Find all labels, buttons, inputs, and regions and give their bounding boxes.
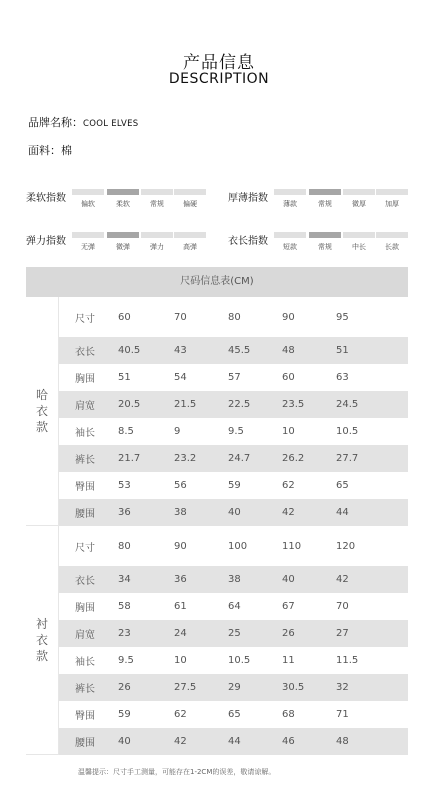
index-option: 柔软 <box>116 200 130 208</box>
table-cell: 27 <box>336 628 349 639</box>
table-cell: 58 <box>118 601 131 612</box>
table-cell: 67 <box>282 601 295 612</box>
fabric-label: 面料： <box>28 144 61 157</box>
table-cell: 70 <box>336 601 349 612</box>
row-label: 衣长 <box>75 347 95 358</box>
table-cell: 27.5 <box>174 682 197 693</box>
index-label: 厚薄指数 <box>228 193 268 204</box>
index-option: 高弹 <box>183 243 197 251</box>
table-cell: 10 <box>282 426 295 437</box>
table-cell: 25 <box>228 628 241 639</box>
table-row <box>59 593 408 620</box>
table-cell: 8.5 <box>118 426 134 437</box>
row-label: 胸围 <box>75 603 95 614</box>
size-group-name <box>26 526 59 755</box>
table-cell: 61 <box>174 601 187 612</box>
table-row <box>59 445 408 472</box>
index-segment <box>72 232 104 238</box>
table-cell: 21.5 <box>174 399 197 410</box>
table-row <box>59 499 408 526</box>
index-option: 长款 <box>385 243 399 251</box>
table-cell: 51 <box>336 345 349 356</box>
index-block <box>228 232 413 266</box>
index-segment-selected <box>107 232 139 238</box>
size-group-name-text <box>26 526 27 527</box>
table-cell: 23.5 <box>282 399 305 410</box>
table-cell: 80 <box>228 311 241 323</box>
table-cell: 45.5 <box>228 345 251 356</box>
table-cell: 29 <box>228 682 241 693</box>
row-label: 胸围 <box>75 374 95 385</box>
index-segment <box>274 189 306 195</box>
size-group <box>26 297 408 526</box>
table-cell: 9.5 <box>118 655 134 666</box>
table-cell: 34 <box>118 574 131 585</box>
table-cell: 60 <box>282 372 295 383</box>
table-cell: 57 <box>228 372 241 383</box>
row-label: 袖长 <box>75 428 95 439</box>
table-cell: 38 <box>174 507 187 518</box>
table-cell: 100 <box>228 540 248 552</box>
table-cell: 42 <box>174 736 187 747</box>
row-label: 肩宽 <box>75 401 95 412</box>
index-segment <box>343 232 375 238</box>
table-cell: 59 <box>118 709 131 720</box>
table-cell: 9.5 <box>228 426 244 437</box>
table-cell: 40.5 <box>118 345 141 356</box>
table-cell: 59 <box>228 480 241 491</box>
table-cell: 68 <box>282 709 295 720</box>
size-group-name-char: 衣 <box>35 632 48 647</box>
table-row <box>59 364 408 391</box>
title-en: DESCRIPTION <box>168 71 270 87</box>
table-cell: 21.7 <box>118 453 141 464</box>
size-group <box>26 526 408 755</box>
table-cell: 62 <box>174 709 187 720</box>
index-block <box>228 189 413 223</box>
table-cell: 24 <box>174 628 187 639</box>
index-segment-selected <box>107 189 139 195</box>
table-cell: 120 <box>336 540 356 552</box>
table-cell: 56 <box>174 480 187 491</box>
index-segment <box>376 189 408 195</box>
index-label: 柔软指数 <box>26 193 66 204</box>
table-row <box>59 297 408 337</box>
table-cell: 80 <box>118 540 131 552</box>
table-cell: 36 <box>118 507 131 518</box>
fabric-value: 棉 <box>61 144 72 157</box>
index-option: 短款 <box>283 243 297 251</box>
index-option: 微弹 <box>116 243 130 251</box>
table-cell: 110 <box>282 540 302 552</box>
table-row <box>59 674 408 701</box>
fabric-row <box>28 142 72 158</box>
row-label: 臀围 <box>75 711 95 722</box>
row-label: 尺寸 <box>75 542 95 554</box>
size-group-name-char: 款 <box>35 419 48 434</box>
row-label: 尺寸 <box>75 313 95 325</box>
index-segment <box>343 189 375 195</box>
size-group-name-char: 款 <box>35 648 48 663</box>
table-cell: 40 <box>282 574 295 585</box>
table-cell: 51 <box>118 372 131 383</box>
table-cell: 23 <box>118 628 131 639</box>
table-cell: 30.5 <box>282 682 305 693</box>
table-cell: 62 <box>282 480 295 491</box>
table-cell: 65 <box>336 480 349 491</box>
table-cell: 22.5 <box>228 399 251 410</box>
table-cell: 27.7 <box>336 453 359 464</box>
title-cn: 产品信息 <box>183 53 255 73</box>
row-label: 腰围 <box>75 738 95 749</box>
footnote: 温馨提示：尺寸手工测量，可能存在1-2CM的误差，敬请谅解。 <box>78 768 276 776</box>
table-cell: 90 <box>282 311 295 323</box>
index-block <box>26 232 211 266</box>
table-row <box>59 418 408 445</box>
table-cell: 90 <box>174 540 187 552</box>
table-row <box>59 526 408 566</box>
table-cell: 60 <box>118 311 131 323</box>
index-option: 常规 <box>150 200 164 208</box>
table-cell: 42 <box>282 507 295 518</box>
table-cell: 20.5 <box>118 399 141 410</box>
table-cell: 40 <box>228 507 241 518</box>
table-cell: 36 <box>174 574 187 585</box>
table-row <box>59 337 408 364</box>
row-label: 臀围 <box>75 482 95 493</box>
table-cell: 10.5 <box>228 655 251 666</box>
table-cell: 24.7 <box>228 453 251 464</box>
index-option: 偏软 <box>81 200 95 208</box>
index-label: 衣长指数 <box>228 236 268 247</box>
table-row <box>59 566 408 593</box>
table-cell: 48 <box>282 345 295 356</box>
table-cell: 95 <box>336 311 349 323</box>
index-label: 弹力指数 <box>26 236 66 247</box>
row-label: 裤长 <box>75 455 95 466</box>
table-cell: 26.2 <box>282 453 305 464</box>
table-cell: 65 <box>228 709 241 720</box>
table-cell: 24.5 <box>336 399 359 410</box>
table-cell: 71 <box>336 709 349 720</box>
index-option: 中长 <box>352 243 366 251</box>
size-group-name-text <box>26 297 27 298</box>
brand-row <box>28 114 139 130</box>
row-label: 裤长 <box>75 684 95 695</box>
table-row <box>59 647 408 674</box>
table-row <box>59 701 408 728</box>
size-group-name-char: 衣 <box>35 403 48 418</box>
brand-value: COOL ELVES <box>83 119 139 129</box>
row-label: 腰围 <box>75 509 95 520</box>
index-option: 加厚 <box>385 200 399 208</box>
size-group-name-char: 哈 <box>35 387 48 402</box>
table-cell: 10.5 <box>336 426 359 437</box>
table-cell: 40 <box>118 736 131 747</box>
row-label: 袖长 <box>75 657 95 668</box>
table-cell: 64 <box>228 601 241 612</box>
index-segment <box>376 232 408 238</box>
table-row <box>59 620 408 647</box>
table-cell: 26 <box>282 628 295 639</box>
table-cell: 9 <box>174 426 181 437</box>
index-segment <box>274 232 306 238</box>
index-segment <box>141 189 173 195</box>
table-cell: 46 <box>282 736 295 747</box>
index-segment <box>141 232 173 238</box>
row-label: 衣长 <box>75 576 95 587</box>
table-cell: 70 <box>174 311 187 323</box>
table-cell: 44 <box>336 507 349 518</box>
index-option: 常规 <box>318 243 332 251</box>
table-cell: 54 <box>174 372 187 383</box>
size-group-name-char: 衬 <box>35 616 48 631</box>
table-cell: 43 <box>174 345 187 356</box>
row-label: 肩宽 <box>75 630 95 641</box>
table-cell: 11.5 <box>336 655 359 666</box>
table-cell: 11 <box>282 655 295 666</box>
table-cell: 42 <box>336 574 349 585</box>
table-cell: 44 <box>228 736 241 747</box>
index-option: 薄款 <box>283 200 297 208</box>
table-cell: 53 <box>118 480 131 491</box>
table-row <box>59 472 408 499</box>
index-segment <box>72 189 104 195</box>
index-segment-selected <box>309 232 341 238</box>
size-group-name <box>26 297 59 526</box>
table-cell: 38 <box>228 574 241 585</box>
index-segment <box>174 189 206 195</box>
index-option: 微厚 <box>352 200 366 208</box>
table-row <box>59 391 408 418</box>
index-segment <box>174 232 206 238</box>
table-cell: 23.2 <box>174 453 197 464</box>
size-table <box>26 267 408 755</box>
index-segment-selected <box>309 189 341 195</box>
size-table-title: 尺码信息表(CM) <box>26 267 408 297</box>
table-cell: 26 <box>118 682 131 693</box>
index-option: 常规 <box>318 200 332 208</box>
index-option: 弹力 <box>150 243 164 251</box>
size-table-body <box>26 297 408 755</box>
table-cell: 48 <box>336 736 349 747</box>
table-cell: 63 <box>336 372 349 383</box>
table-cell: 10 <box>174 655 187 666</box>
index-block <box>26 189 211 223</box>
table-cell: 32 <box>336 682 349 693</box>
index-option: 偏硬 <box>183 200 197 208</box>
table-row <box>59 728 408 755</box>
brand-label: 品牌名称： <box>28 116 83 129</box>
index-option: 无弹 <box>81 243 95 251</box>
